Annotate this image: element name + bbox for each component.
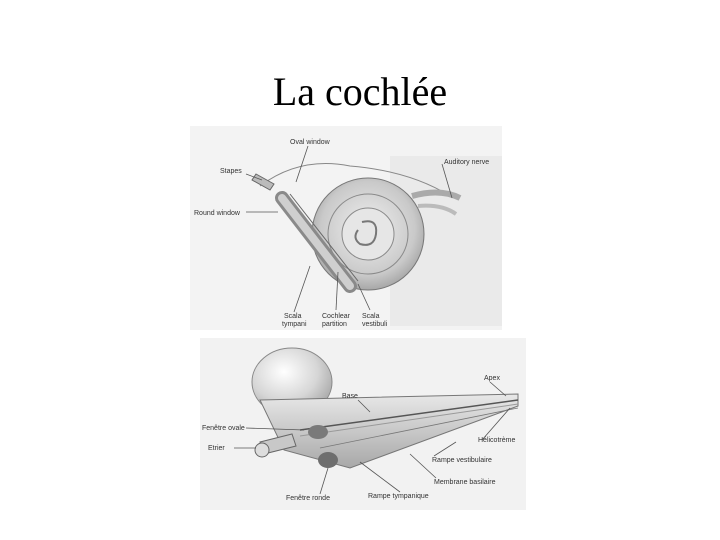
label-fenetre-ronde: Fenêtre ronde [286,495,330,502]
label-scala-tympani-2: tympani [282,321,307,328]
label-stapes: Stapes [220,168,242,175]
label-etrier: Etrier [208,445,225,452]
label-auditory-nerve: Auditory nerve [444,159,490,166]
label-membrane-basilaire: Membrane basilaire [434,479,496,486]
cochlea-coiled-diagram [190,126,502,330]
label-cochlear-partition-1: Cochlear [322,313,351,320]
label-rampe-tympanique: Rampe tympanique [368,493,429,500]
label-apex: Apex [484,375,500,382]
label-helicotreme: Hélicotrème [478,437,516,444]
label-fenetre-ovale: Fenêtre ovale [202,425,245,432]
label-rampe-vestibulaire: Rampe vestibulaire [432,457,492,464]
label-base: Base [342,393,358,400]
label-scala-tympani-1: Scala [284,313,302,320]
label-scala-vestibuli-2: vestibuli [362,321,388,328]
label-oval-window: Oval window [290,139,330,146]
slide-title: La cochlée [272,69,448,114]
label-cochlear-partition-2: partition [322,321,347,328]
label-round-window: Round window [194,210,240,217]
label-scala-vestibuli-1: Scala [362,313,380,320]
cochlea-uncoiled-diagram [200,338,526,510]
